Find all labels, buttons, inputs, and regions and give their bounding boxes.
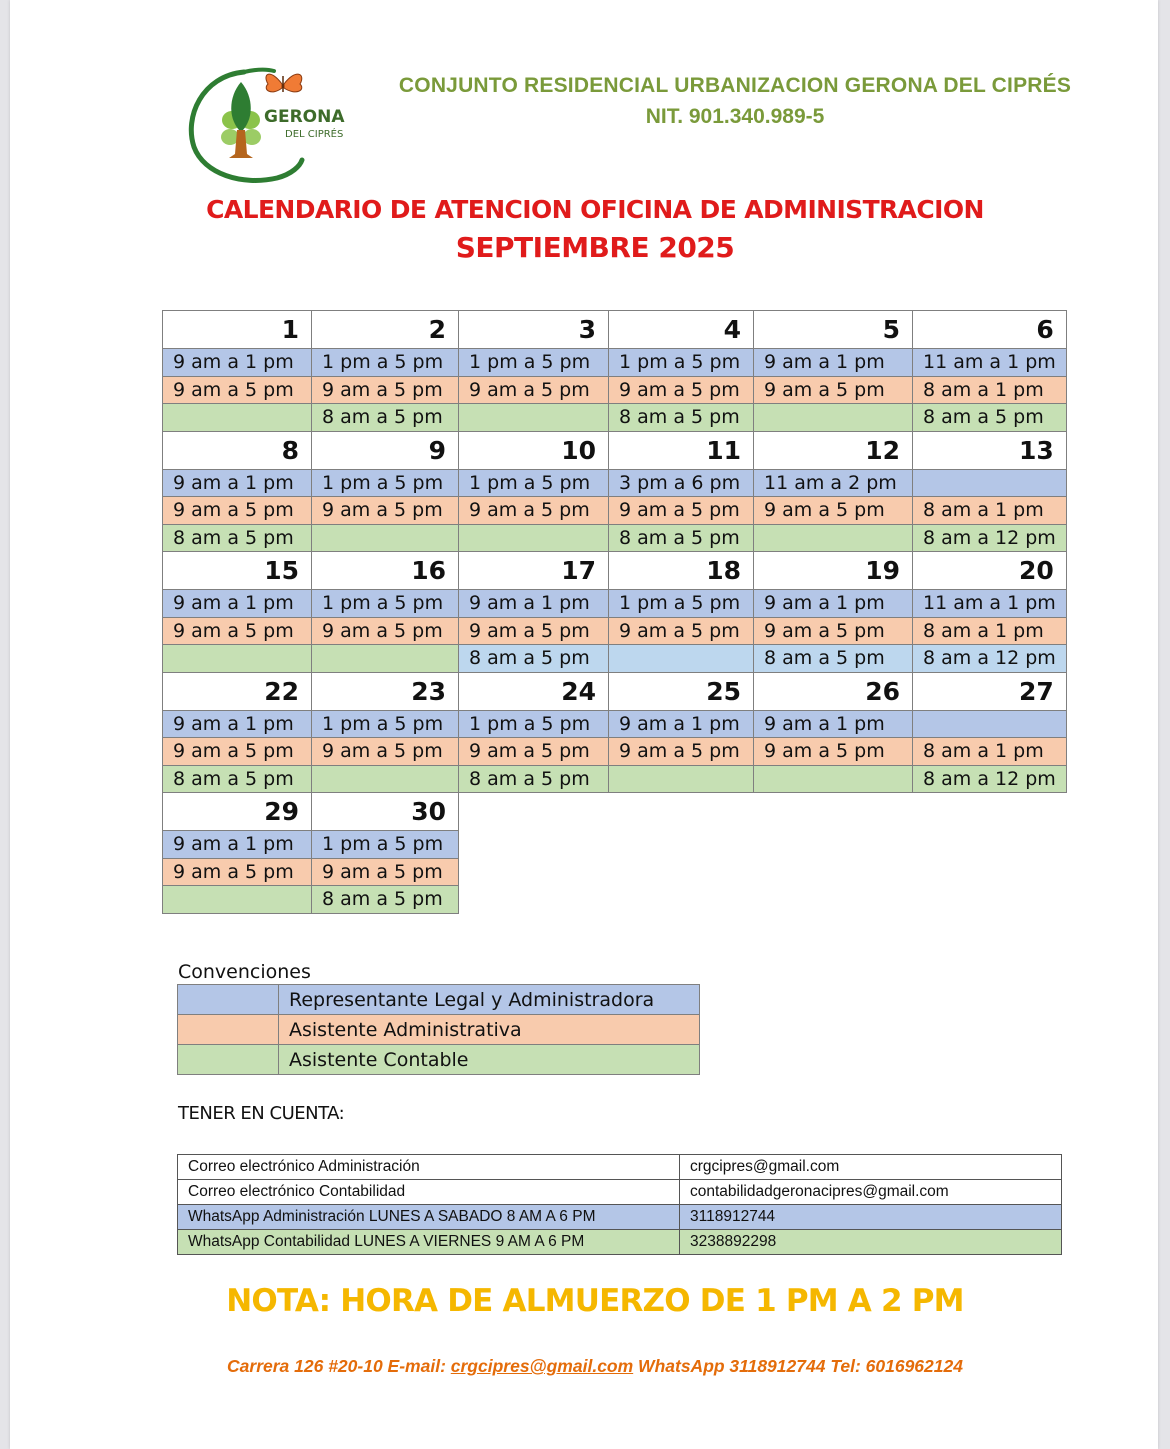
footer-phones: WhatsApp 3118912744 Tel: 6016962124 [633, 1356, 963, 1376]
calendar-day-number: 27 [913, 672, 1067, 710]
legend-row [178, 1015, 700, 1045]
calendar-empty-cell [913, 858, 1067, 886]
footer-email-link[interactable]: crgcipres@gmail.com [450, 1356, 634, 1376]
calendar-schedule-cell: 9 am a 5 pm [163, 617, 312, 645]
calendar-schedule-row [163, 831, 1067, 859]
notes-title: TENER EN CUENTA: [178, 1103, 345, 1124]
legend-color-swatch [178, 1015, 279, 1045]
calendar-schedule-row [163, 404, 1067, 432]
organization-nit: NIT. 901.340.989-5 [645, 105, 825, 128]
calendar-day-number: 11 [609, 431, 754, 469]
calendar-schedule-cell: 11 am a 1 pm [913, 590, 1067, 618]
calendar-empty-cell [609, 858, 754, 886]
calendar-schedule-cell [163, 404, 312, 432]
calendar-schedule-cell: 9 am a 5 pm [163, 738, 312, 766]
calendar-empty-cell [754, 886, 913, 914]
calendar-schedule-cell: 9 am a 5 pm [459, 617, 609, 645]
calendar-schedule-cell: 9 am a 1 pm [459, 590, 609, 618]
calendar-schedule-cell: 9 am a 5 pm [163, 376, 312, 404]
calendar-table [162, 310, 1067, 914]
calendar-schedule-cell: 9 am a 1 pm [609, 710, 754, 738]
calendar-week-header [163, 672, 1067, 710]
calendar-schedule-cell [754, 404, 913, 432]
calendar-schedule-cell: 8 am a 12 pm [913, 645, 1067, 673]
calendar-day-number: 6 [913, 311, 1067, 349]
contacts-table [177, 1154, 1062, 1255]
contact-label: WhatsApp Administración LUNES A SABADO 8 AM A 6 PM [178, 1205, 680, 1230]
calendar-schedule-cell: 9 am a 5 pm [163, 858, 312, 886]
legend-label: Asistente Contable [279, 1045, 700, 1075]
calendar-schedule-cell: 9 am a 5 pm [754, 617, 913, 645]
calendar-empty-cell [459, 793, 609, 831]
calendar-day-number: 29 [163, 793, 312, 831]
calendar-schedule-cell: 9 am a 5 pm [312, 617, 459, 645]
calendar-schedule-row [163, 858, 1067, 886]
lunch-note: NOTA: HORA DE ALMUERZO DE 1 PM A 2 PM [226, 1283, 964, 1319]
calendar-schedule-cell: 1 pm a 5 pm [312, 590, 459, 618]
calendar-schedule-cell [913, 469, 1067, 497]
calendar-schedule-cell [459, 524, 609, 552]
calendar-schedule-cell [163, 886, 312, 914]
calendar-schedule-cell: 1 pm a 5 pm [609, 590, 754, 618]
calendar-empty-cell [913, 831, 1067, 859]
calendar-day-number: 30 [312, 793, 459, 831]
calendar-schedule-cell: 8 am a 12 pm [913, 524, 1067, 552]
calendar-day-number: 9 [312, 431, 459, 469]
calendar-day-number: 12 [754, 431, 913, 469]
legend-color-swatch [178, 985, 279, 1015]
calendar-week-header [163, 793, 1067, 831]
calendar-schedule-cell: 9 am a 5 pm [609, 497, 754, 525]
calendar-schedule-cell: 1 pm a 5 pm [459, 710, 609, 738]
calendar-schedule-cell: 1 pm a 5 pm [312, 831, 459, 859]
calendar-schedule-row [163, 765, 1067, 793]
calendar-day-number: 8 [163, 431, 312, 469]
calendar-schedule-cell: 9 am a 1 pm [754, 590, 913, 618]
calendar-empty-cell [609, 831, 754, 859]
calendar-schedule-cell: 9 am a 5 pm [754, 376, 913, 404]
calendar-schedule-cell: 8 am a 5 pm [754, 645, 913, 673]
calendar-schedule-row [163, 469, 1067, 497]
contact-value: contabilidadgeronacipres@gmail.com [680, 1180, 1062, 1205]
calendar-schedule-cell: 9 am a 5 pm [312, 376, 459, 404]
calendar-schedule-cell: 9 am a 5 pm [609, 617, 754, 645]
calendar-empty-cell [754, 858, 913, 886]
calendar-empty-cell [609, 886, 754, 914]
calendar-schedule-cell: 9 am a 1 pm [163, 831, 312, 859]
calendar-schedule-cell [312, 645, 459, 673]
calendar-schedule-cell: 8 am a 5 pm [163, 524, 312, 552]
conventions-title: Convenciones [178, 961, 311, 983]
calendar-schedule-cell [609, 765, 754, 793]
calendar-day-number: 24 [459, 672, 609, 710]
tree-icon [221, 82, 261, 158]
calendar-schedule-row [163, 710, 1067, 738]
calendar-schedule-cell: 9 am a 5 pm [163, 497, 312, 525]
calendar-schedule-cell: 1 pm a 5 pm [312, 710, 459, 738]
contact-value: crgcipres@gmail.com [680, 1155, 1062, 1180]
calendar-schedule-cell: 9 am a 5 pm [609, 738, 754, 766]
calendar-schedule-cell: 11 am a 2 pm [754, 469, 913, 497]
calendar-schedule-cell: 9 am a 1 pm [163, 710, 312, 738]
calendar-schedule-cell: 9 am a 5 pm [459, 376, 609, 404]
calendar-day-number: 26 [754, 672, 913, 710]
calendar-schedule-cell: 1 pm a 5 pm [609, 349, 754, 377]
gerona-logo [182, 62, 362, 187]
calendar-schedule-cell: 8 am a 1 pm [913, 376, 1067, 404]
footer-address: Carrera 126 #20-10 E-mail: [227, 1356, 451, 1376]
calendar-schedule-cell [312, 524, 459, 552]
calendar-schedule-cell [754, 524, 913, 552]
contact-row [178, 1205, 1062, 1230]
calendar-day-number: 23 [312, 672, 459, 710]
calendar-schedule-cell [312, 765, 459, 793]
conventions-legend [177, 984, 700, 1075]
calendar-empty-cell [459, 886, 609, 914]
calendar-schedule-cell: 8 am a 5 pm [459, 765, 609, 793]
contact-row [178, 1180, 1062, 1205]
calendar-schedule-cell: 8 am a 5 pm [312, 886, 459, 914]
calendar-schedule-cell: 11 am a 1 pm [913, 349, 1067, 377]
calendar-week-header [163, 552, 1067, 590]
legend-label: Representante Legal y Administradora [279, 985, 700, 1015]
calendar-schedule-cell: 8 am a 12 pm [913, 765, 1067, 793]
calendar-schedule-cell [913, 710, 1067, 738]
calendar-schedule-cell: 1 pm a 5 pm [459, 469, 609, 497]
butterfly-icon [266, 74, 302, 92]
calendar-schedule-cell: 8 am a 5 pm [609, 404, 754, 432]
calendar-schedule-row [163, 349, 1067, 377]
calendar-day-number: 10 [459, 431, 609, 469]
calendar-day-number: 1 [163, 311, 312, 349]
svg-text:GERONA: GERONA [264, 107, 345, 127]
calendar-schedule-cell: 9 am a 1 pm [163, 469, 312, 497]
calendar-schedule-cell: 1 pm a 5 pm [312, 469, 459, 497]
calendar-day-number: 18 [609, 552, 754, 590]
calendar-day-number: 4 [609, 311, 754, 349]
calendar-schedule-row [163, 738, 1067, 766]
calendar-schedule-cell: 8 am a 1 pm [913, 617, 1067, 645]
calendar-schedule-cell: 9 am a 5 pm [459, 497, 609, 525]
calendar-empty-cell [459, 831, 609, 859]
calendar-day-number: 3 [459, 311, 609, 349]
calendar-day-number: 13 [913, 431, 1067, 469]
calendar-schedule-cell: 8 am a 5 pm [609, 524, 754, 552]
contact-row [178, 1155, 1062, 1180]
organization-name: CONJUNTO RESIDENCIAL URBANIZACION GERONA DEL CIPRÉS [398, 74, 1072, 97]
calendar-schedule-row [163, 524, 1067, 552]
calendar-schedule-cell [459, 404, 609, 432]
calendar-day-number: 20 [913, 552, 1067, 590]
calendar-schedule-cell: 1 pm a 5 pm [459, 349, 609, 377]
calendar-schedule-cell: 9 am a 5 pm [459, 738, 609, 766]
calendar-empty-cell [913, 886, 1067, 914]
calendar-schedule-cell: 9 am a 5 pm [609, 376, 754, 404]
calendar-schedule-cell: 8 am a 5 pm [913, 404, 1067, 432]
contact-value: 3118912744 [680, 1205, 1062, 1230]
calendar-schedule-cell: 8 am a 5 pm [163, 765, 312, 793]
contact-label: Correo electrónico Administración [178, 1155, 680, 1180]
calendar-empty-cell [913, 793, 1067, 831]
calendar-schedule-cell: 9 am a 1 pm [754, 349, 913, 377]
calendar-schedule-cell: 1 pm a 5 pm [312, 349, 459, 377]
svg-text:DEL CIPRÉS: DEL CIPRÉS [285, 129, 344, 140]
calendar-week-header [163, 431, 1067, 469]
legend-row [178, 985, 700, 1015]
calendar-day-number: 5 [754, 311, 913, 349]
calendar-day-number: 2 [312, 311, 459, 349]
calendar-schedule-cell: 9 am a 5 pm [312, 738, 459, 766]
contact-label: Correo electrónico Contabilidad [178, 1180, 680, 1205]
calendar-schedule-cell: 9 am a 1 pm [163, 349, 312, 377]
calendar-schedule-row [163, 376, 1067, 404]
calendar-schedule-cell: 9 am a 1 pm [754, 710, 913, 738]
calendar-schedule-cell: 9 am a 5 pm [754, 497, 913, 525]
calendar-schedule-cell [609, 645, 754, 673]
footer-contact [160, 1356, 1030, 1377]
calendar-schedule-row [163, 645, 1067, 673]
calendar-empty-cell [754, 793, 913, 831]
calendar-empty-cell [609, 793, 754, 831]
calendar-day-number: 22 [163, 672, 312, 710]
calendar-schedule-cell: 9 am a 5 pm [312, 858, 459, 886]
legend-color-swatch [178, 1045, 279, 1075]
calendar-schedule-cell: 3 pm a 6 pm [609, 469, 754, 497]
calendar-day-number: 19 [754, 552, 913, 590]
calendar-week-header [163, 311, 1067, 349]
document-subtitle: SEPTIEMBRE 2025 [455, 231, 735, 264]
calendar-schedule-row [163, 886, 1067, 914]
contact-row [178, 1230, 1062, 1255]
calendar-day-number: 25 [609, 672, 754, 710]
calendar-schedule-cell: 9 am a 5 pm [754, 738, 913, 766]
calendar-schedule-cell: 9 am a 1 pm [163, 590, 312, 618]
calendar-empty-cell [754, 831, 913, 859]
legend-label: Asistente Administrativa [279, 1015, 700, 1045]
document-title: CALENDARIO DE ATENCION OFICINA DE ADMINISTRACION [206, 195, 984, 224]
calendar-schedule-cell [754, 765, 913, 793]
calendar-schedule-row [163, 497, 1067, 525]
calendar-schedule-cell: 8 am a 5 pm [312, 404, 459, 432]
document-page [10, 0, 1158, 1449]
calendar-schedule-cell: 8 am a 5 pm [459, 645, 609, 673]
calendar-empty-cell [459, 858, 609, 886]
calendar-day-number: 15 [163, 552, 312, 590]
contact-value: 3238892298 [680, 1230, 1062, 1255]
legend-row [178, 1045, 700, 1075]
calendar-schedule-cell: 8 am a 1 pm [913, 497, 1067, 525]
calendar-schedule-row [163, 617, 1067, 645]
calendar-schedule-cell [163, 645, 312, 673]
contact-label: WhatsApp Contabilidad LUNES A VIERNES 9 AM A 6 PM [178, 1230, 680, 1255]
calendar-schedule-cell: 9 am a 5 pm [312, 497, 459, 525]
calendar-schedule-cell: 8 am a 1 pm [913, 738, 1067, 766]
calendar-schedule-row [163, 590, 1067, 618]
calendar-day-number: 17 [459, 552, 609, 590]
calendar-day-number: 16 [312, 552, 459, 590]
